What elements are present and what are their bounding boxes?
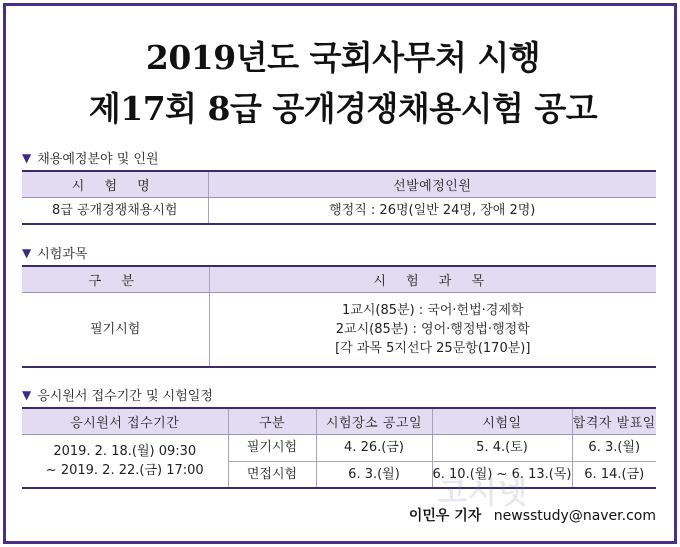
period-line: ~ 2019. 2. 22.(금) 17:00 xyxy=(45,462,204,478)
table-cell: 6. 3.(월) xyxy=(572,434,656,461)
section-title: 시험과목 xyxy=(37,247,88,262)
period-line: 2019. 2. 18.(월) 09:30 xyxy=(53,443,197,459)
section-heading-schedule xyxy=(22,385,213,404)
table-cell: 8급 공개경쟁채용시험 xyxy=(52,202,178,218)
reporter-name: 이민우 기자 xyxy=(408,508,482,524)
triangle-down-icon: ▼ xyxy=(22,387,32,402)
table-cell: 필기시험 xyxy=(90,321,141,337)
table-cell: 6. 10.(월) ~ 6. 13.(목) xyxy=(432,461,572,488)
column-header: 시험일 xyxy=(432,408,572,434)
schedule-table xyxy=(22,407,656,489)
column-header: 구분 xyxy=(228,408,316,434)
column-header: 시 험 과 목 xyxy=(209,266,656,292)
column-header: 응시원서 접수기간 xyxy=(22,408,228,434)
subject-line: 1교시(85분) : 국어·헌법·경제학 xyxy=(342,302,524,318)
section-title: 응시원서 접수기간 및 시험일정 xyxy=(37,389,213,404)
column-header: 시험장소 공고일 xyxy=(316,408,432,434)
table-cell: 4. 26.(금) xyxy=(316,434,432,461)
section-title: 채용예정분야 및 인원 xyxy=(37,152,159,167)
triangle-down-icon: ▼ xyxy=(22,245,32,260)
table-cell: 5. 4.(토) xyxy=(432,434,572,461)
column-header: 선발예정인원 xyxy=(208,171,656,197)
subject-line: 2교시(85분) : 영어·행정법·행정학 xyxy=(335,321,530,337)
title-line-2: 제17회 8급 공개경쟁채용시험 공고 xyxy=(88,89,598,128)
application-period xyxy=(22,434,228,488)
triangle-down-icon: ▼ xyxy=(22,150,32,165)
subject-list xyxy=(209,292,656,367)
subjects-table xyxy=(22,265,656,368)
section-heading-recruitment xyxy=(22,148,159,167)
section-heading-subjects xyxy=(22,243,87,262)
table-cell: 필기시험 xyxy=(228,434,316,461)
column-header: 합격자 발표일 xyxy=(572,408,656,434)
byline xyxy=(409,505,656,525)
table-cell: 6. 14.(금) xyxy=(572,461,656,488)
table-cell: 행정직 : 26명(일반 24명, 장애 2명) xyxy=(208,197,656,224)
table-cell: 6. 3.(월) xyxy=(316,461,432,488)
recruitment-table xyxy=(22,170,656,225)
subject-line: [각 과목 5지선다 25문항(170분)] xyxy=(335,340,531,356)
column-header: 시 험 명 xyxy=(22,171,208,197)
reporter-email: newsstudy@naver.com xyxy=(493,508,656,524)
watermark-logo: 고시넷 xyxy=(438,477,528,510)
table-cell: 면접시험 xyxy=(228,461,316,488)
column-header: 구 분 xyxy=(22,266,209,292)
title-line-1: 2019년도 국회사무처 시행 xyxy=(145,38,541,77)
